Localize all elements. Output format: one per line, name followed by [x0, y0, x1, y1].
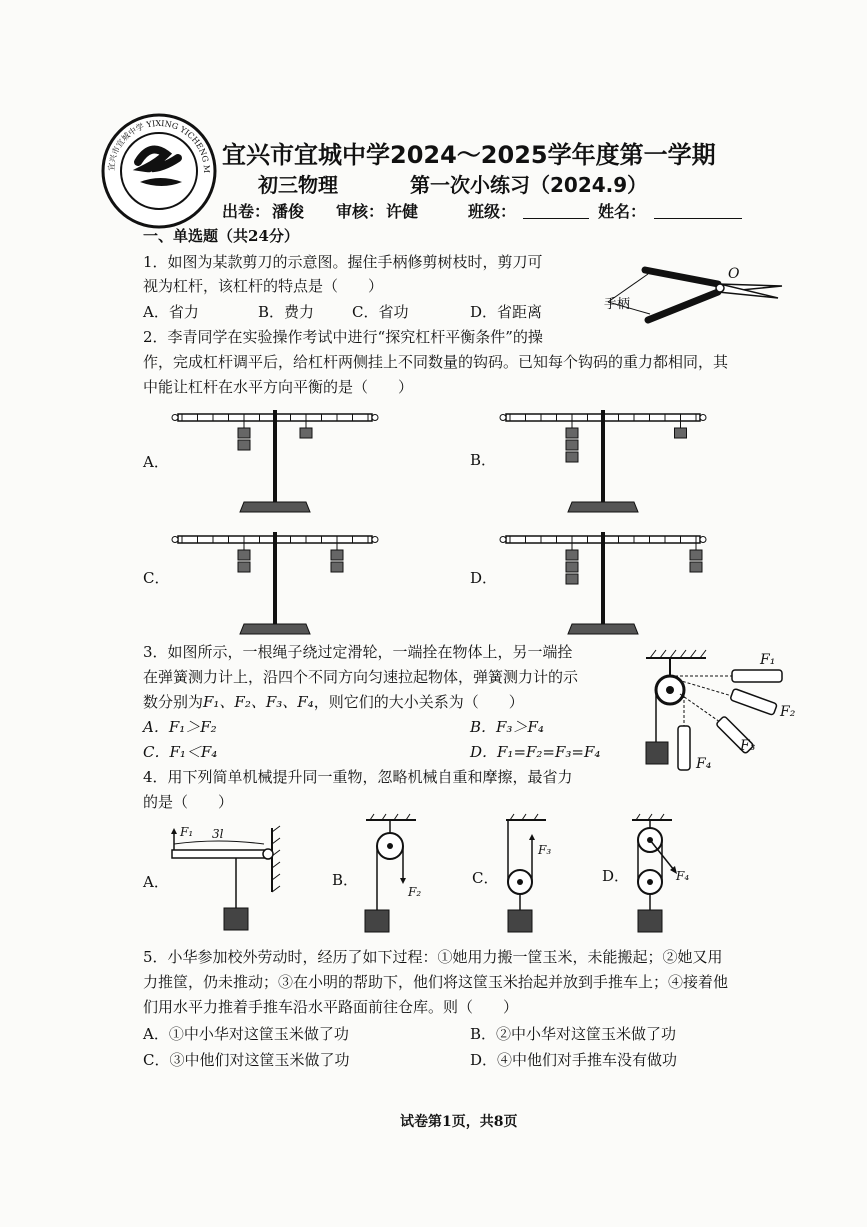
q5-line1: 5．小华参加校外劳动时，经历了如下过程：①她用力搬一筐玉米，未能搬起；②她又用 [143, 948, 723, 966]
scissors-pivot-label: O [728, 266, 740, 282]
q3-option-b[interactable]: B．F₃＞F₄ [470, 718, 544, 736]
q2-option-a[interactable]: A． [143, 453, 169, 471]
exam-subject: 初三物理 [258, 173, 338, 197]
q5-option-c[interactable]: C．③中他们对这筐玉米做了功 [143, 1051, 350, 1069]
class-label: 班级： [468, 202, 517, 221]
q1-option-b[interactable]: B．费力 [258, 303, 315, 321]
logo-ring-text: 宜兴市宜城中学 YIXING YICHENG MIDDLE SCHOOL [96, 105, 212, 174]
scissors-handle-label: 手柄 [604, 297, 631, 312]
q2-option-d[interactable]: D． [470, 569, 498, 587]
q4-option-b[interactable]: B． [332, 871, 359, 889]
q2-lever-figure-b [500, 408, 706, 520]
q4a-force-label: F₁ [180, 825, 194, 839]
q4-option-d[interactable]: D． [602, 867, 630, 885]
q3-option-a[interactable]: A．F₁＞F₂ [143, 718, 217, 736]
exam-test-name: 第一次小练习（2024.9） [410, 173, 648, 197]
q2-option-c[interactable]: C． [143, 569, 170, 587]
pulley-f2-label: F₂ [780, 704, 796, 720]
q4a-length-label: 3l [212, 827, 224, 841]
pulley-f3-label: F₃ [740, 738, 756, 754]
q4-lever-figure-a [168, 822, 294, 936]
q1-option-a[interactable]: A．省力 [143, 303, 199, 321]
q3-line1: 3．如图所示，一根绳子绕过定滑轮，一端拴在物体上，另一端拴 [143, 643, 573, 661]
q2-line1: 2．李青同学在实验操作考试中进行“探究杠杆平衡条件”的操 [143, 328, 543, 346]
q4-line1: 4．用下列简单机械提升同一重物，忽略机械自重和摩擦，最省力 [143, 768, 573, 786]
q3-option-c[interactable]: C．F₁＜F₄ [143, 743, 218, 761]
q5-line3: 们用水平力推着手推车沿水平路面前往仓库。则（ ） [143, 998, 519, 1016]
q2-line3: 中能让杠杆在水平方向平衡的是（ ） [143, 378, 414, 396]
q1-scissors-figure [600, 262, 790, 334]
q2-lever-figure-a [172, 408, 378, 520]
q1-option-c[interactable]: C．省功 [352, 303, 409, 321]
q1-option-d[interactable]: D．省距离 [470, 303, 543, 321]
q4-pulley-block-figure-d [628, 814, 708, 938]
q2-option-b[interactable]: B． [470, 451, 497, 469]
q4-movable-pulley-figure-c [500, 814, 580, 938]
q5-option-d[interactable]: D．④中他们对手推车没有做功 [470, 1051, 678, 1069]
q4-fixed-pulley-figure-b [360, 814, 440, 938]
q2-lever-figure-d [500, 530, 706, 642]
q3-forces: F₁、F₂、F₃、F₄ [203, 693, 314, 711]
q3-line3-pre: 数分别为 [143, 693, 204, 711]
reviewer-label: 审核： [336, 202, 385, 221]
q3-line3-post: ，则它们的大小关系为（ ） [313, 693, 524, 711]
reviewer-name: 许健 [386, 202, 419, 221]
q5-line2: 力推筐，仍未推动；③在小明的帮助下，他们将这筐玉米抬起并放到手推车上；④接着他 [143, 973, 729, 991]
exam-title: 宜兴市宜城中学2024～2025学年度第一学期 [222, 141, 716, 169]
q4-line2: 的是（ ） [143, 793, 234, 811]
school-logo [96, 105, 218, 230]
pulley-f4-label: F₄ [696, 756, 712, 772]
page-footer: 试卷第1页，共8页 [400, 1114, 518, 1130]
name-label: 姓名： [598, 202, 647, 221]
author-label: 出卷： [222, 202, 271, 221]
class-blank[interactable] [523, 202, 589, 219]
q5-option-b[interactable]: B．②中小华对这筐玉米做了功 [470, 1025, 677, 1043]
q4d-force-label: F₄ [676, 869, 690, 883]
name-blank[interactable] [654, 202, 742, 219]
q2-line2: 作，完成杠杆调平后，给杠杆两侧挂上不同数量的钩码。已知每个钩码的重力都相同，其 [143, 353, 729, 371]
section-title: 一、单选题（共24分） [143, 227, 299, 245]
q4-option-a[interactable]: A． [143, 873, 169, 891]
q1-line1: 1．如图为某款剪刀的示意图。握住手柄修剪树枝时，剪刀可 [143, 253, 543, 271]
logo-year: 1960 [148, 171, 170, 180]
author-name: 潘俊 [272, 202, 305, 221]
q3-line2: 在弹簧测力计上，沿四个不同方向匀速拉起物体，弹簧测力计的示 [143, 668, 579, 686]
q4c-force-label: F₃ [538, 843, 552, 857]
pulley-f1-label: F₁ [760, 652, 776, 668]
q5-option-a[interactable]: A．①中小华对这筐玉米做了功 [143, 1025, 349, 1043]
q3-pulley-figure [640, 648, 800, 778]
q4b-force-label: F₂ [408, 885, 422, 899]
q4-option-c[interactable]: C． [472, 869, 499, 887]
q3-option-d[interactable]: D．F₁=F₂=F₃=F₄ [470, 743, 601, 761]
q2-lever-figure-c [172, 530, 378, 642]
q1-line2: 视为杠杆，该杠杆的特点是（ ） [143, 277, 384, 295]
